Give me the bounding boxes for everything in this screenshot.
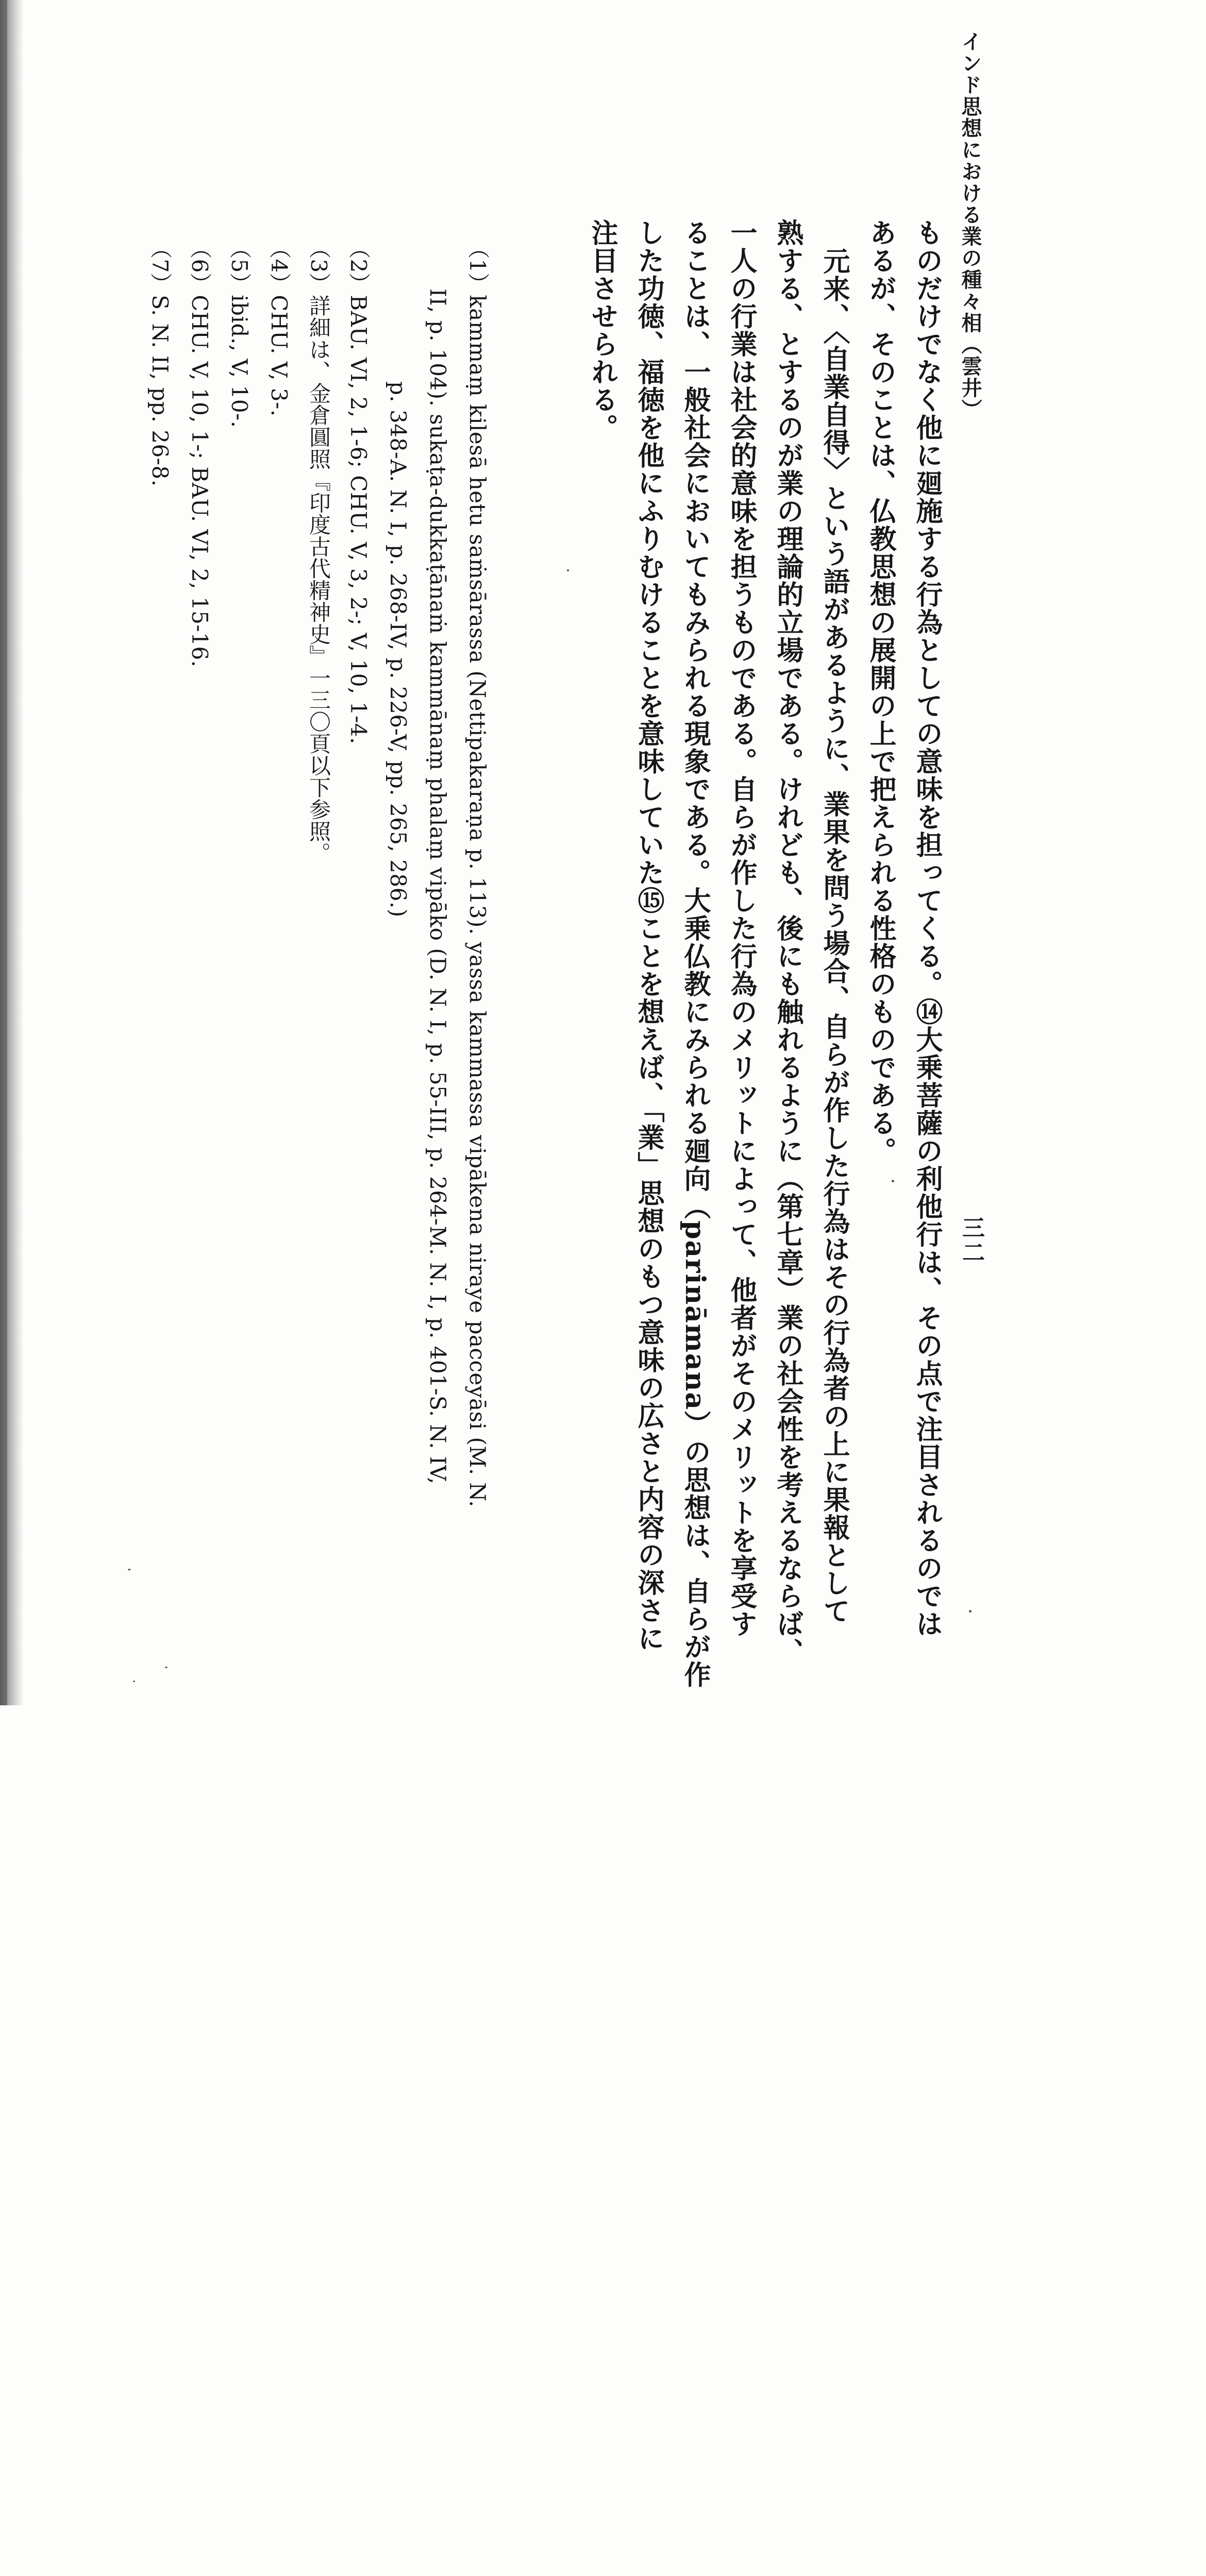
footnote-number: （3） — [306, 237, 331, 295]
body-line-2: あるが、そのことは、仏教思想の展開の上で把えられる性格のものである。 — [865, 219, 896, 1165]
footnote-number: （4） — [266, 237, 292, 295]
footnote-text: BAU. VI, 2, 1-6; CHU. V, 3, 2-; V, 10, 1-4. — [346, 295, 371, 744]
footnote-1-cont-a: II, p. 104). sukaṭa-dukkaṭānaṁ kammānaṃ phalaṃ vipāko (D. N. I, p. 55-III, p. 264-M. N. I, p. 401-S. N. IV, — [425, 289, 450, 1485]
footnote-5 — [228, 237, 250, 1886]
footnote-text: 詳細は、金倉圓照『印度古代精神史』一三〇頁以下参照。 — [306, 295, 331, 865]
body-line-8: 注目させられる。 — [587, 219, 618, 442]
footnote-text: CHU. V, 3-. — [266, 295, 292, 417]
scan-speck — [892, 1180, 894, 1182]
footnote-3 — [308, 237, 329, 1886]
scan-speck — [165, 1667, 167, 1668]
footnote-text: ibid., V, 10-. — [227, 295, 252, 428]
footnote-number: （1） — [465, 237, 490, 295]
body-line-4: 熟する、とするのが業の理論的立場である。けれども、後にも触れるように（第七章）業の社会性を考えるならば、 — [772, 219, 803, 1666]
footnote-text: S. N. II, pp. 26-8. — [147, 295, 173, 487]
scan-speck — [133, 1681, 135, 1682]
footnote-number: （6） — [187, 237, 212, 295]
footnote-1 — [466, 237, 488, 1886]
body-line-5: 一人の行業は社会的意味を担うものである。自らが作した行為のメリットによって、他者がそのメリットを享受す — [726, 219, 757, 1638]
page-number: 三二 — [958, 1216, 984, 1265]
footnote-number: （7） — [147, 237, 173, 295]
scan-speck — [969, 1610, 971, 1613]
footnote-4 — [268, 237, 290, 1886]
footnote-6 — [189, 237, 210, 1886]
footnote-text: kammaṃ kilesā hetu saṁsārassa (Nettipakaraṇa p. 113). yassa kammassa vipākena niraye pacceyāsi (M. N. — [465, 295, 490, 1507]
footnote-2 — [347, 237, 369, 1886]
footnote-text: CHU. V, 10, 1-; BAU. VI, 2, 15-16. — [187, 295, 212, 668]
footnote-7 — [149, 237, 171, 1886]
scan-speck — [128, 1569, 131, 1570]
body-line-7: した功徳、福徳を他にふりむけることを意味していた⑮ことを想えば、「業」思想のもつ意味の広さと内容の深さに — [633, 219, 664, 1652]
running-title: インド思想における業の種々相（雲井） — [958, 31, 982, 420]
footnote-number: （2） — [346, 237, 371, 295]
scan-dark-edge — [0, 0, 7, 1705]
scan-speck — [567, 569, 569, 571]
footnote-number: （5） — [227, 237, 252, 295]
body-line-1: ものだけでなく他に廻施する行為としての意味を担ってくる。⑭大乗菩薩の利他行は、その点で注目されるのでは — [911, 219, 943, 1638]
body-line-3: 元来、〈自業自得〉という語があるように、業果を問う場合、自らが作した行為はその行為者の上に果報として — [818, 247, 850, 1625]
body-line-6: ることは、一般社会においてもみられる現象である。大乗仏教にみられる廻向（parināmana）の思想は、自らが作 — [679, 219, 711, 1689]
footnote-1-cont-b: p. 348-A. N. I, p. 268-IV, p. 226-V, pp. 265, 286.) — [386, 381, 411, 918]
